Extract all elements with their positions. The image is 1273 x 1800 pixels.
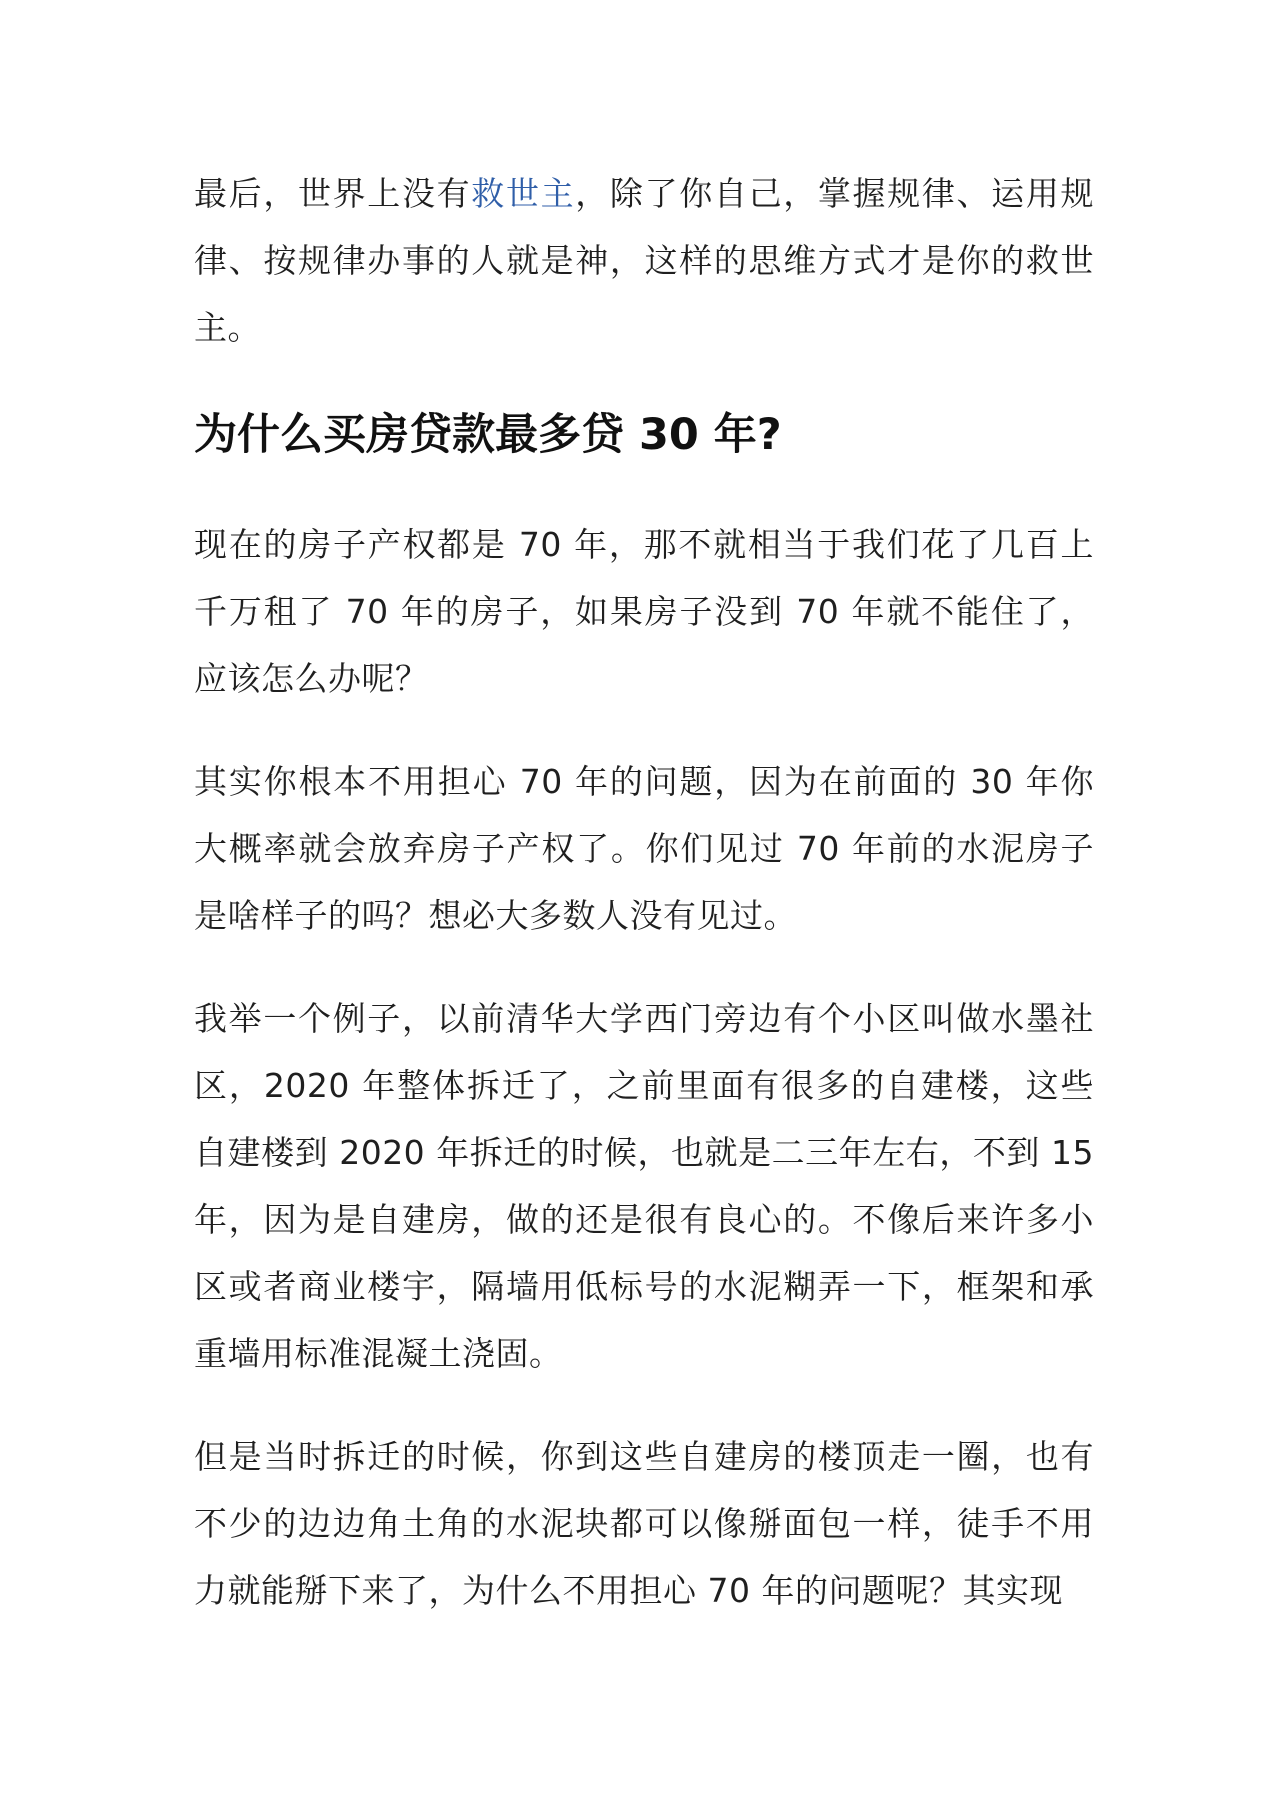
paragraph-1: 现在的房子产权都是 70 年，那不就相当于我们花了几百上千万租了 70 年的房子，如果房子没到 70 年就不能住了，应该怎么办呢？ — [194, 525, 1094, 698]
paragraph-3: 我举一个例子，以前清华大学西门旁边有个小区叫做水墨社区，2020 年整体拆迁了，之前里面有很多的自建楼，这些自建楼到 2020 年拆迁的时候，也就是二三年左右，不到 15 年，因为是自建房，做的还是很有良心的。不像后来许多小区或者商业楼宇，隔墙用低标号的水泥糊弄一下，框架和承重墙用标准混凝土浇固。 — [194, 999, 1094, 1373]
paragraph-2: 其实你根本不用担心 70 年的问题，因为在前面的 30 年你大概率就会放弃房子产权了。你们见过 70 年前的水泥房子是啥样子的吗？想必大多数人没有见过。 — [194, 762, 1094, 935]
intro-text-before: 最后，世界上没有 — [194, 174, 472, 213]
intro-paragraph — [194, 160, 1094, 361]
section-heading: 为什么买房贷款最多贷 30 年? — [194, 410, 782, 460]
article-body — [194, 160, 1094, 1660]
savior-link[interactable]: 救世主 — [471, 174, 576, 213]
paragraph-4: 但是当时拆迁的时候，你到这些自建房的楼顶走一圈，也有不少的边边角土角的水泥块都可以像掰面包一样，徒手不用力就能掰下来了，为什么不用担心 70 年的问题呢？其实现 — [194, 1437, 1094, 1610]
intro-text-after: ，除了你自己，掌握规律、运用规律、按规律办事的人就是神，这样的思维方式才是你的救世主。 — [194, 174, 1095, 347]
